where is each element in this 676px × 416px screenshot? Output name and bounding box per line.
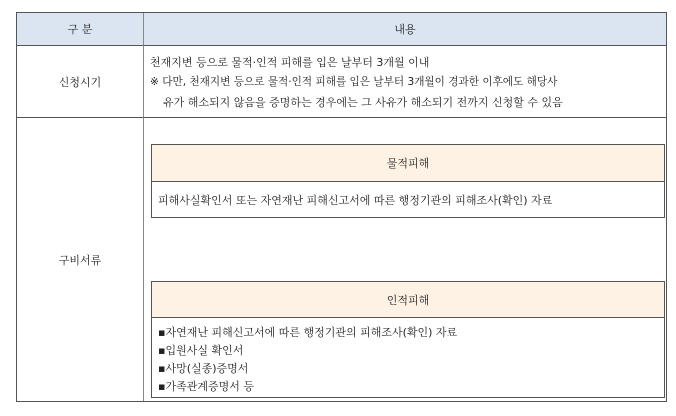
personal-damage-box [151, 281, 665, 398]
property-damage-text: 피해사실확인서 또는 자연재난 피해신고서에 따른 행정기관의 피해조사(확인) 자료 [158, 194, 553, 207]
required-documents-label: 구비서류 [58, 253, 102, 267]
application-period-line-2: ※ 다만, 천재지변 등으로 물적·인적 피해를 입은 날부터 3개월이 경과한 이후에도 해당사 [150, 76, 558, 88]
application-period-line-3: 유가 해소되지 않음을 증명하는 경우에는 그 사유가 해소되기 전까지 신청할 수 있음 [163, 96, 563, 109]
personal-damage-title-bar [152, 282, 664, 318]
property-damage-body [152, 182, 664, 218]
property-damage-title: 물적피해 [386, 157, 430, 170]
application-period-label-cell [17, 46, 144, 118]
personal-damage-item: ▪가족관계증명서 등 [158, 380, 254, 393]
header-content-label: 내용 [394, 23, 416, 36]
personal-damage-title: 인적피해 [386, 293, 430, 307]
header-category-cell [17, 13, 144, 46]
personal-damage-item: ▪입원사실 확인서 [158, 344, 244, 357]
required-documents-label-cell [17, 118, 144, 401]
header-content-cell [144, 13, 666, 46]
application-period-label: 신청시기 [58, 75, 102, 89]
personal-damage-item: ▪자연재난 피해신고서에 따른 행정기관의 피해조사(확인) 자료 [158, 326, 458, 339]
info-table [16, 12, 667, 402]
personal-damage-body [152, 318, 664, 398]
personal-damage-item: ▪사망(실종)증명서 [158, 362, 249, 375]
header-category-label: 구 분 [67, 23, 93, 36]
application-period-line-1: 천재지변 등으로 물적·인적 피해를 입은 날부터 3개월 이내 [150, 56, 430, 69]
property-damage-title-bar [152, 145, 664, 182]
application-period-content-cell [144, 46, 666, 118]
property-damage-box [151, 144, 665, 218]
required-documents-content-cell [144, 118, 666, 401]
